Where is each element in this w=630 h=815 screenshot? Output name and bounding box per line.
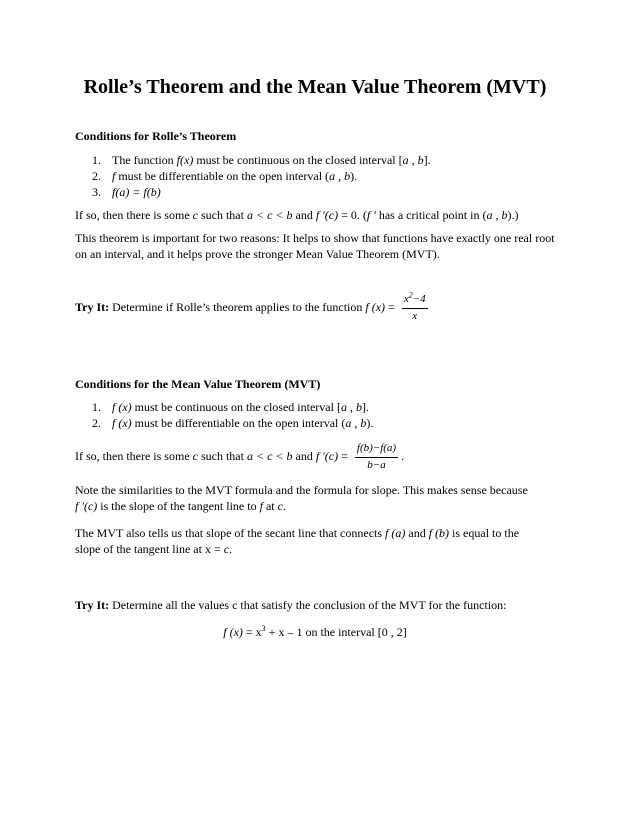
mvt-heading: Conditions for the Mean Value Theorem (MVT) <box>75 377 321 391</box>
fraction-numerator: $x^2-4$ <box>402 293 428 309</box>
list-number: 1. <box>92 400 101 414</box>
mvt-try-it: Try It: Determine all the values c that satisfy the conclusion of the MVT for the function: <box>75 598 507 612</box>
rolle-importance: This theorem is important for two reasons: It helps to show that functions have exactly one real root on an interval, and it helps prove the stronger Mean Value Theorem (MVT). <box>75 231 555 261</box>
list-number: 2. <box>92 169 101 183</box>
rolle-heading: Conditions for Rolle’s Theorem <box>75 129 237 143</box>
rolle-condition-3: 3. f(a) = f(b) <box>92 185 161 199</box>
mvt-condition-1: 1. f (x) must be continuous on the closed interval [a , b]. <box>92 400 369 414</box>
mvt-note-line-1: Note the similarities to the MVT formula and the formula for slope. This makes sense because <box>75 483 528 497</box>
fraction-denominator: x <box>412 309 418 322</box>
rolle-function-fraction <box>402 290 428 324</box>
mvt-condition-2: 2. f (x) must be differentiable on the open interval (a , b). <box>92 416 374 430</box>
rolle-try-it: Try It: Determine if Rolle’s theorem applies to the function f (x) = $\frac{x^2-4}{x}$ <box>75 290 426 322</box>
try-it-label: Try It: <box>75 300 110 314</box>
list-number: 3. <box>92 185 101 199</box>
try-it-label: Try It: <box>75 598 110 612</box>
mvt-secant-line-1: The MVT also tells us that slope of the secant line that connects f (a) and f (b) is equal to the <box>75 526 520 540</box>
rolle-condition-2: 2. f must be differentiable on the open interval (a , b). <box>92 169 358 183</box>
fraction-denominator: b−a <box>367 458 386 471</box>
mvt-function: f $(x) = x^3 + x - 1$ on the interval [0 , 2] <box>223 624 407 639</box>
rolle-conclusion: If so, then there is some c such that a < c < b and f ′(c) = 0. (f ′ has a critical point in (a , b).) <box>75 208 519 222</box>
mvt-note-line-2: f ′(c) is the slope of the tangent line to f at c. <box>75 499 286 513</box>
list-number: 2. <box>92 416 101 430</box>
list-number: 1. <box>92 153 101 167</box>
rolle-condition-1: 1. The function f(x) must be continuous on the closed interval [a , b]. <box>92 153 431 167</box>
mvt-conclusion: If so, then there is some c such that a < c < b and f ′(c) = $\frac{f(b)-f(a)}{b-a}$ . <box>75 442 405 471</box>
fraction-numerator: f(b)−f(a) <box>355 442 398 458</box>
page-title: Rolle’s Theorem and the Mean Value Theorem (MVT) <box>83 76 547 98</box>
mvt-secant-line-2: slope of the tangent line at x = c. <box>75 542 233 556</box>
mvt-slope-fraction <box>355 442 398 473</box>
